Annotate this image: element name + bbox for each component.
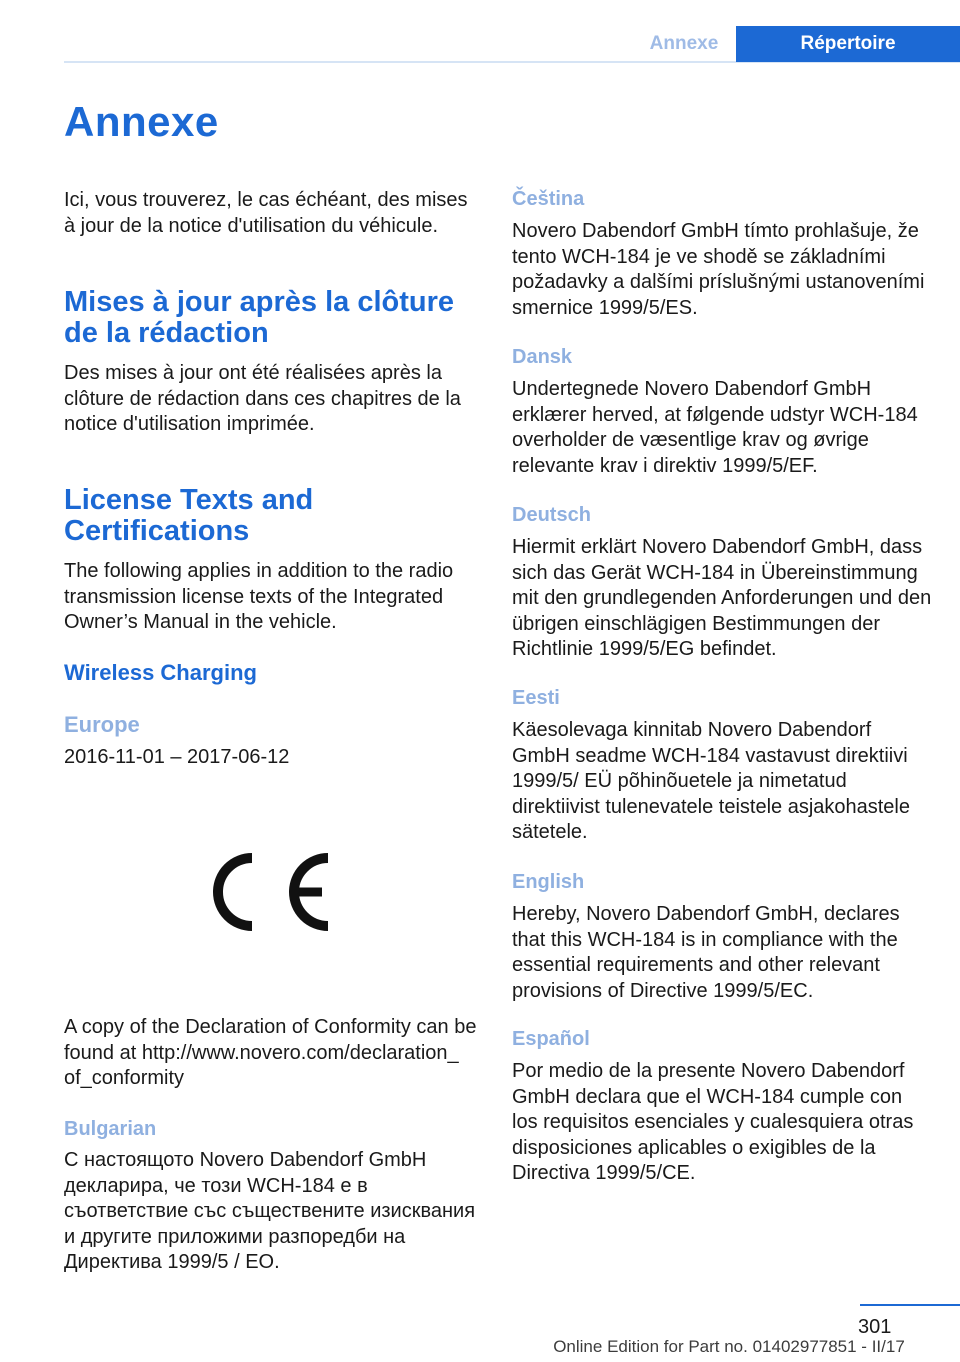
ce-mark-icon (208, 846, 332, 938)
updates-text: Des mises à jour ont été réalisées après la clôture de rédaction dans ces chapitres de la notice d'utilisation imprimée. (64, 362, 461, 436)
text-espanol: Por medio de la presente Novero Dabendorf GmbH declara que el WCH-184 cumple con los requisitos esenciales y cualesquiera otras disposiciones aplicables o exigibles de la Directiva 1999/5/CE. (512, 1060, 914, 1185)
license-text: The following applies in addition to the radio transmission license texts of the Integrated Owner’s Manual in the vehicle. (64, 560, 454, 634)
page-number: 301 (858, 1316, 892, 1338)
text-cestina: Novero Dabendorf GmbH tímto prohlašuje, že tento WCH-184 je ve shodě se základními požadavky a dalšími príslušnými ustanoveními smernice 1999/5/ES. (512, 220, 925, 319)
label-deutsch: Deutsch (512, 504, 591, 526)
tab-repertoire[interactable]: Répertoire (736, 26, 960, 62)
label-espanol: Español (512, 1028, 590, 1050)
tab-annexe[interactable]: Annexe (649, 33, 719, 54)
bulgarian-text: С настоящото Novero Dabendorf GmbH декларира, че този WCH-184 е в съответствие със съществените изисквания и другите приложими разпоредби на Директива 1999/5 / ЕО. (64, 1149, 476, 1274)
heading-updates: Mises à jour après la clôture de la rédaction (64, 286, 455, 349)
heading-license: License Texts and Certifications (64, 484, 314, 547)
page-title: Annexe (64, 98, 219, 145)
label-english: English (512, 871, 585, 893)
label-bulgarian: Bulgarian (64, 1118, 157, 1140)
label-cestina: Čeština (512, 188, 585, 210)
heading-wireless-charging: Wireless Charging (64, 660, 257, 685)
declaration-copy-text: A copy of the Declaration of Conformity can be found at http://www.novero.com/declaration_ of_conformity (64, 1016, 477, 1090)
footer-rule (860, 1304, 960, 1306)
text-dansk: Undertegnede Novero Dabendorf GmbH erklærer herved, at følgende udstyr WCH-184 overholder de væsentlige krav og øvrige relevante krav i direktiv 1999/5/EF. (512, 378, 918, 477)
text-eesti: Käesolevaga kinnitab Novero Dabendorf GmbH seadme WCH-184 vastavust direktiivi 1999/5/ EÜ põhinõuetele ja nimetatud direktiivist tulenevatele teistele asjakohastele sätetele. (512, 719, 910, 844)
text-deutsch: Hiermit erklärt Novero Dabendorf GmbH, dass sich das Gerät WCH-184 in Übereinstimmung mit den grundlegenden Anforderungen und den übrigen einschlägigen Bestimmungen der Richtlinie 1999/5/EG befindet. (512, 536, 932, 661)
edition-footer: Online Edition for Part no. 01402977851 - II/17 (553, 1337, 905, 1356)
date-range: 2016-11-01 – 2017-06-12 (64, 746, 290, 768)
heading-europe: Europe (64, 712, 140, 737)
label-dansk: Dansk (512, 346, 573, 368)
text-english: Hereby, Novero Dabendorf GmbH, declares that this WCH-184 is in compliance with the essential requirements and other relevant provisions of Directive 1999/5/EC. (512, 903, 900, 1002)
intro-text: Ici, vous trouverez, le cas échéant, des mises à jour de la notice d'utilisation du véhicule. (64, 189, 468, 237)
label-eesti: Eesti (512, 687, 560, 709)
